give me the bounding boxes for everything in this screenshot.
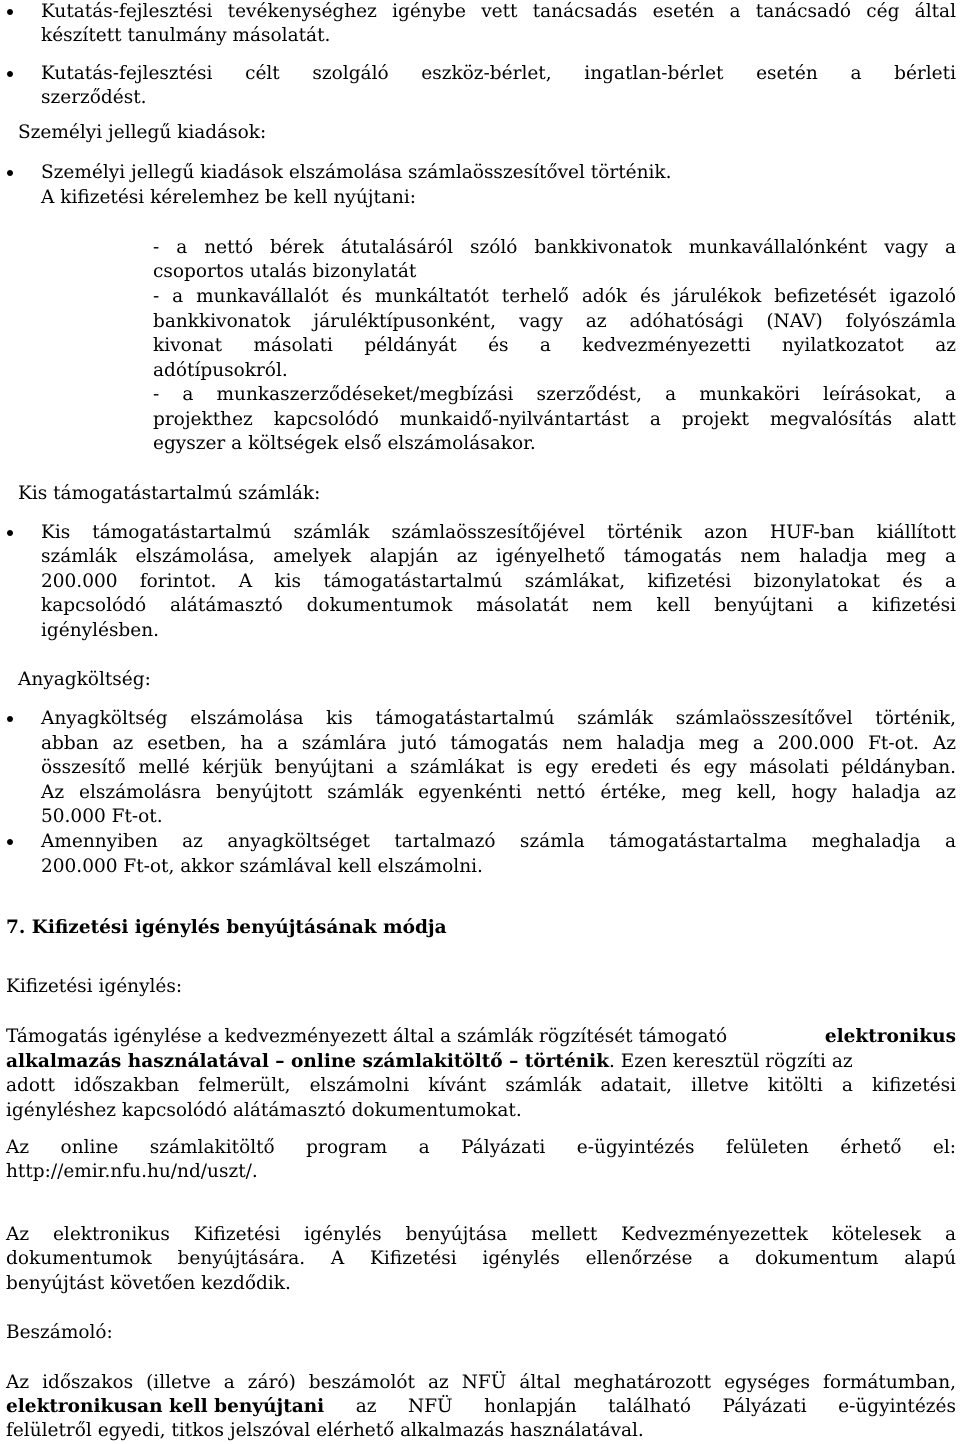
material-bullet-1-line: 50.000 Ft-ot. [41,806,163,827]
section-7-p2-line: Az online számlakitöltő program a Pályázati e-ügyintézés felületen érhető el: [6,1137,956,1158]
report-heading: Beszámoló: [6,1322,113,1343]
section-7-p1-line-1-bold: elektronikus [824,1026,956,1047]
material-heading: Anyagköltség: [18,669,151,690]
section-7-p1-line-1 [6,1025,956,1049]
section-7-url[interactable]: http://emir.nfu.hu/nd/uszt/. [6,1161,258,1182]
section-7-title: 7. Kifizetési igénylés benyújtásának módja [6,917,447,938]
report-line-3: felületről egyedi, titkos jelszóval elérhető alkalmazás használatával. [6,1420,644,1441]
material-bullet-1-line: összesítő mellé kérjük benyújtani a számlákat is egy eredeti és egy másolati példányban. [41,757,956,778]
section-7-p3-line: dokumentumok benyújtására. A Kifizetési igénylés ellenőrzése a dokumentum alapú [6,1248,956,1269]
bullet-icon [7,839,13,845]
personal-heading: Személyi jellegű kiadások: [18,122,267,143]
section-7-p3-line: benyújtást követően kezdődik. [6,1273,291,1294]
small-invoices-line: számlák elszámolása, amelyek alapján az igényelhető támogatás nem haladja meg a [41,546,956,567]
section-7-p1-line: adott időszakban felmerült, elszámolni kívánt számlák adatait, illetve kitölti a kifizetési [6,1075,956,1096]
personal-item-line: - a nettó bérek átutalásáról szóló bankkivonatok munkavállalónként vagy a [153,237,956,258]
section-7-p1-rest: . Ezen keresztül rögzíti az [609,1051,853,1072]
section-7-p1-line-2 [6,1050,956,1074]
bullet-icon [7,71,13,77]
material-bullet-1-line: Anyagköltség elszámolása kis támogatástartalmú számlák számlaösszesítővel történik, [41,708,956,729]
material-bullet-2-line: Amennyiben az anyagköltséget tartalmazó számla támogatástartalma meghaladja a [41,831,956,852]
personal-item-line: bankkivonatok járuléktípusonként, vagy az adóhatósági (NAV) folyószámla [153,311,956,332]
personal-bullet: Személyi jellegű kiadások elszámolása számlaösszesítővel történik. [41,162,672,183]
bullet-icon [7,530,13,536]
report-line-2-rest: az NFÜ honlapján található Pályázati e-ügyintézés [324,1396,956,1417]
material-bullet-2-line: 200.000 Ft-ot, akkor számlával kell elszámolni. [41,856,483,877]
report-line-2 [6,1395,956,1419]
personal-item-line: csoportos utalás bizonylatát [153,261,417,282]
personal-item-line: - a munkavállalót és munkáltatót terhelő adók és járulékok befizetését igazoló [153,286,956,307]
intro-bullet-2-line-1: Kutatás-fejlesztési célt szolgáló eszköz-bérlet, ingatlan-bérlet esetén a bérleti [41,63,956,84]
section-7-p1-line: igényléshez kapcsolódó alátámasztó dokumentumokat. [6,1100,522,1121]
personal-item-line: egyszer a költségek első elszámolásakor. [153,433,536,454]
bullet-icon [7,9,13,15]
section-7-p1-bold: alkalmazás használatával – online számlakitöltő – történik [6,1051,610,1072]
intro-bullet-1-line-2: készített tanulmány másolatát. [41,25,331,46]
intro-bullet-2-line-2: szerződést. [41,87,147,108]
personal-item-line: adótípusokról. [153,360,288,381]
personal-item-line: - a munkaszerződéseket/megbízási szerződést, a munkaköri leírásokat, a [153,384,956,405]
small-invoices-heading: Kis támogatástartalmú számlák: [18,483,321,504]
small-invoices-line: Kis támogatástartalmú számlák számlaösszesítőjével történik azon HUF-ban kiállított [41,522,956,543]
report-line-2-bold: elektronikusan kell benyújtani [6,1396,325,1417]
small-invoices-line: 200.000 forintot. A kis támogatástartalmú számlákat, kifizetési bizonylatokat és a [41,571,956,592]
small-invoices-line: igénylésben. [41,620,160,641]
section-7-p3-line: Az elektronikus Kifizetési igénylés benyújtása mellett Kedvezményezettek kötelesek a [6,1224,956,1245]
material-bullet-1-line: Az elszámolásra benyújtott számlák egyenkénti nettó értéke, meg kell, hogy haladja az [41,782,956,803]
small-invoices-line: kapcsolódó alátámasztó dokumentumok másolatát nem kell benyújtani a kifizetési [41,595,956,616]
personal-item-line: kivonat másolati példányát és a kedvezményezetti nyilatkozatot az [153,335,956,356]
section-7-subheading: Kifizetési igénylés: [6,976,183,997]
personal-sub-heading: A kifizetési kérelemhez be kell nyújtani: [41,187,417,208]
bullet-icon [7,716,13,722]
section-7-p1-line-1-text: Támogatás igénylése a kedvezményezett által a számlák rögzítését támogató [6,1026,728,1047]
bullet-icon [7,170,13,176]
personal-item-line: projekthez kapcsolódó munkaidő-nyilvántartást a projekt megvalósítás alatt [153,409,956,430]
report-line-1: Az időszakos (illetve a záró) beszámolót az NFÜ által meghatározott egységes formátumban, [6,1372,956,1393]
material-bullet-1-line: abban az esetben, ha a számlára jutó támogatás nem haladja meg a 200.000 Ft-ot. Az [41,733,956,754]
intro-bullet-1-line-1: Kutatás-fejlesztési tevékenységhez igénybe vett tanácsadás esetén a tanácsadó cég által [41,1,956,22]
